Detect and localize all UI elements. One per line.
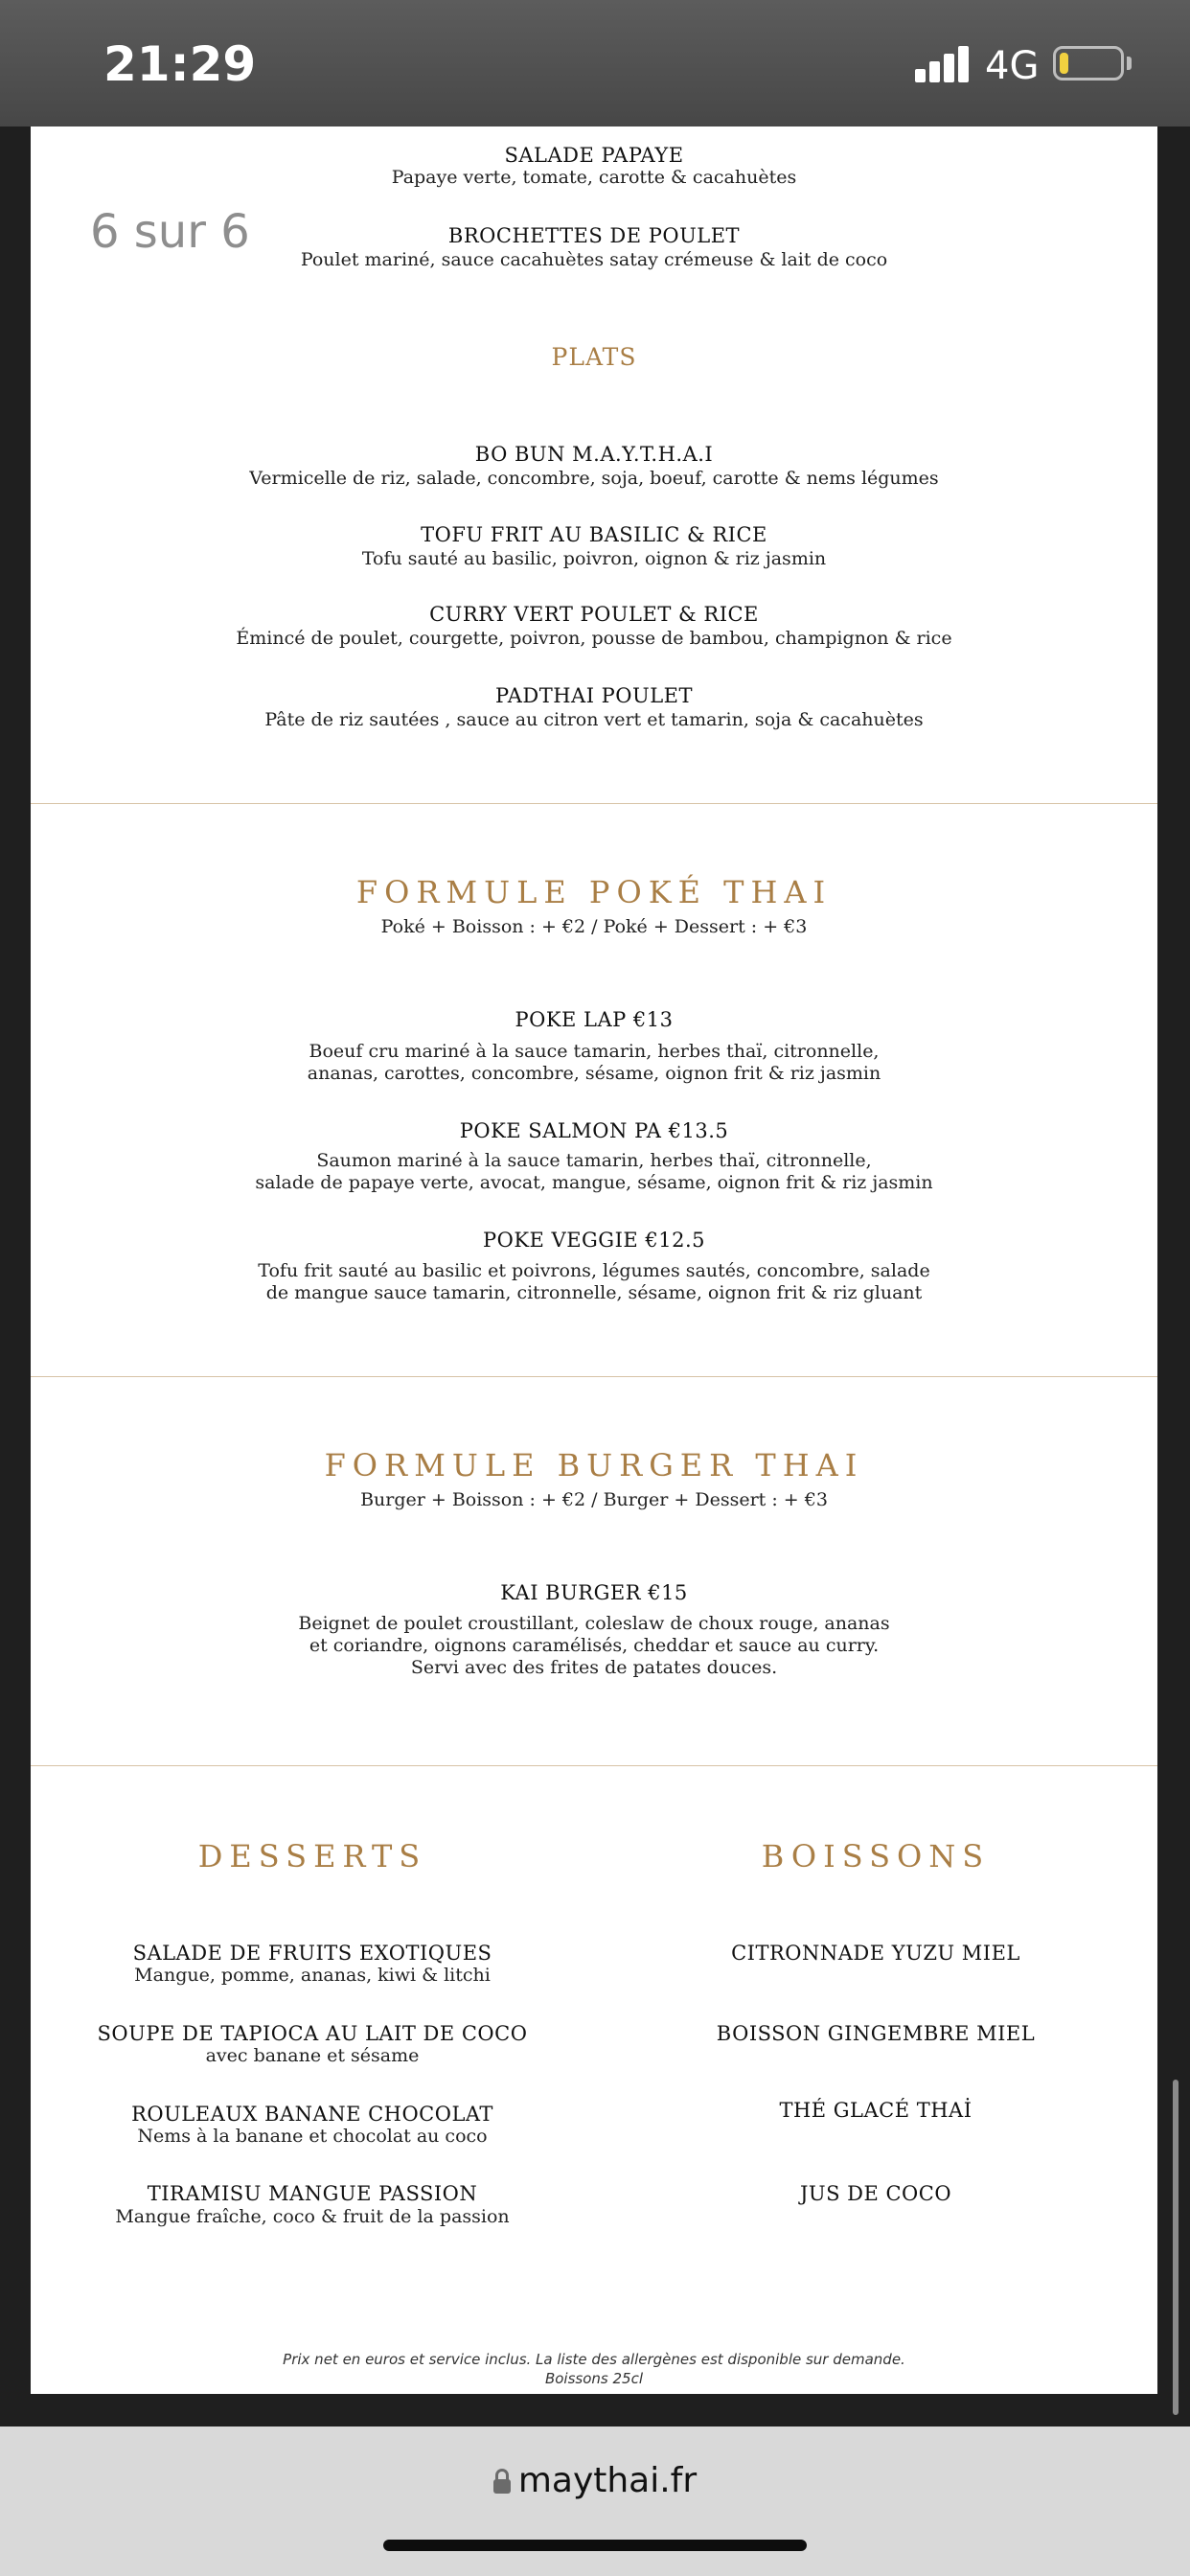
- plat-desc: Émincé de poulet, courgette, poivron, pousse de bambou, champignon & rice: [236, 628, 952, 649]
- url-bar[interactable]: [0, 2426, 1190, 2576]
- dessert-title: TIRAMISU MANGUE PASSION: [147, 2182, 478, 2205]
- boisson-title: BOISSON GINGEMBRE MIEL: [716, 2022, 1036, 2045]
- boissons-heading: BOISSONS: [761, 1838, 991, 1874]
- burger-title: KAI BURGER €15: [500, 1581, 688, 1604]
- poke-title: POKE VEGGIE €12.5: [482, 1229, 705, 1252]
- dessert-desc: Mangue, pomme, ananas, kiwi & litchi: [134, 1965, 491, 1986]
- battery-level: [1060, 53, 1068, 74]
- poke-heading: FORMULE POKÉ THAI: [355, 874, 833, 910]
- scrollbar-thumb[interactable]: [1173, 2080, 1179, 2415]
- poke-desc: Boeuf cru mariné à la sauce tamarin, herbes thaï, citronnelle,: [309, 1041, 880, 1062]
- battery-icon: [1053, 46, 1124, 80]
- plat-desc: Pâte de riz sautées , sauce au citron vert et tamarin, soja & cacahuètes: [264, 709, 924, 730]
- poke-subtitle: Poké + Boisson : + €2 / Poké + Dessert : + €3: [380, 916, 808, 937]
- home-indicator[interactable]: [383, 2540, 807, 2551]
- page-indicator: 6 sur 6: [90, 205, 250, 259]
- viewer-bottom-margin: [31, 2394, 1157, 2426]
- dessert-title: SALADE DE FRUITS EXOTIQUES: [132, 1942, 492, 1965]
- footer-note: Boissons 25cl: [544, 2370, 644, 2387]
- dessert-desc: avec banane et sésame: [205, 2045, 420, 2066]
- section-divider: [31, 803, 1157, 804]
- footer-note: Prix net en euros et service inclus. La liste des allergènes est disponible sur demande.: [283, 2351, 905, 2368]
- starter-title: BROCHETTES DE POULET: [447, 224, 741, 247]
- plats-heading: PLATS: [551, 343, 637, 371]
- poke-desc: de mangue sauce tamarin, citronnelle, sésame, oignon frit & riz gluant: [265, 1282, 923, 1303]
- plat-title: PADTHAI POULET: [495, 684, 693, 707]
- status-bar: [0, 0, 1190, 126]
- burger-desc: Beignet de poulet croustillant, coleslaw de choux rouge, ananas: [298, 1613, 890, 1634]
- burger-subtitle: Burger + Boisson : + €2 / Burger + Dessert : + €3: [360, 1489, 828, 1510]
- viewer-left-margin: [0, 126, 31, 2426]
- section-divider: [31, 1765, 1157, 1766]
- boisson-title: JUS DE COCO: [799, 2182, 952, 2205]
- desserts-heading: DESSERTS: [197, 1838, 427, 1874]
- poke-desc: ananas, carottes, concombre, sésame, oignon frit & riz jasmin: [307, 1063, 881, 1084]
- boisson-title: CITRONNADE YUZU MIEL: [731, 1942, 1020, 1965]
- plat-desc: Tofu sauté au basilic, poivron, oignon & riz jasmin: [361, 548, 827, 569]
- dessert-desc: Mangue fraîche, coco & fruit de la passion: [115, 2206, 510, 2227]
- poke-desc: Saumon mariné à la sauce tamarin, herbes thaï, citronnelle,: [316, 1150, 872, 1171]
- section-divider: [31, 1376, 1157, 1377]
- poke-desc: Tofu frit sauté au basilic et poivrons, légumes sautés, concombre, salade: [258, 1260, 930, 1281]
- network-label: 4G: [985, 44, 1040, 88]
- burger-desc: Servi avec des frites de patates douces.: [410, 1657, 778, 1678]
- burger-heading: FORMULE BURGER THAI: [324, 1447, 864, 1484]
- status-time: 21:29: [103, 36, 257, 92]
- burger-desc: et coriandre, oignons caramélisés, cheddar et sauce au curry.: [309, 1635, 880, 1656]
- signal-icon: [915, 44, 971, 82]
- poke-desc: salade de papaye verte, avocat, mangue, sésame, oignon frit & riz jasmin: [255, 1172, 933, 1193]
- dessert-title: ROULEAUX BANANE CHOCOLAT: [131, 2103, 493, 2126]
- lock-icon: [493, 2469, 511, 2494]
- dessert-title: SOUPE DE TAPIOCA AU LAIT DE COCO: [97, 2022, 528, 2045]
- url-text[interactable]: maythai.fr: [517, 2461, 698, 2500]
- plat-title: BO BUN M.A.Y.T.H.A.I: [474, 443, 714, 466]
- poke-title: POKE LAP €13: [515, 1008, 674, 1031]
- plat-title: CURRY VERT POULET & RICE: [429, 603, 759, 626]
- plat-desc: Vermicelle de riz, salade, concombre, soja, boeuf, carotte & nems légumes: [249, 468, 939, 489]
- starter-desc: Papaye verte, tomate, carotte & cacahuètes: [391, 167, 797, 188]
- starter-desc: Poulet mariné, sauce cacahuètes satay crémeuse & lait de coco: [300, 249, 888, 270]
- boisson-title: THÉ GLACÉ THAİ: [779, 2099, 973, 2122]
- battery-tip: [1127, 57, 1132, 70]
- poke-title: POKE SALMON PA €13.5: [459, 1119, 729, 1142]
- starter-title: SALADE PAPAYE: [504, 144, 684, 167]
- plat-title: TOFU FRIT AU BASILIC & RICE: [421, 523, 767, 546]
- dessert-desc: Nems à la banane et chocolat au coco: [137, 2126, 488, 2147]
- address-field[interactable]: [0, 2461, 1190, 2500]
- menu-page: [31, 126, 1157, 2394]
